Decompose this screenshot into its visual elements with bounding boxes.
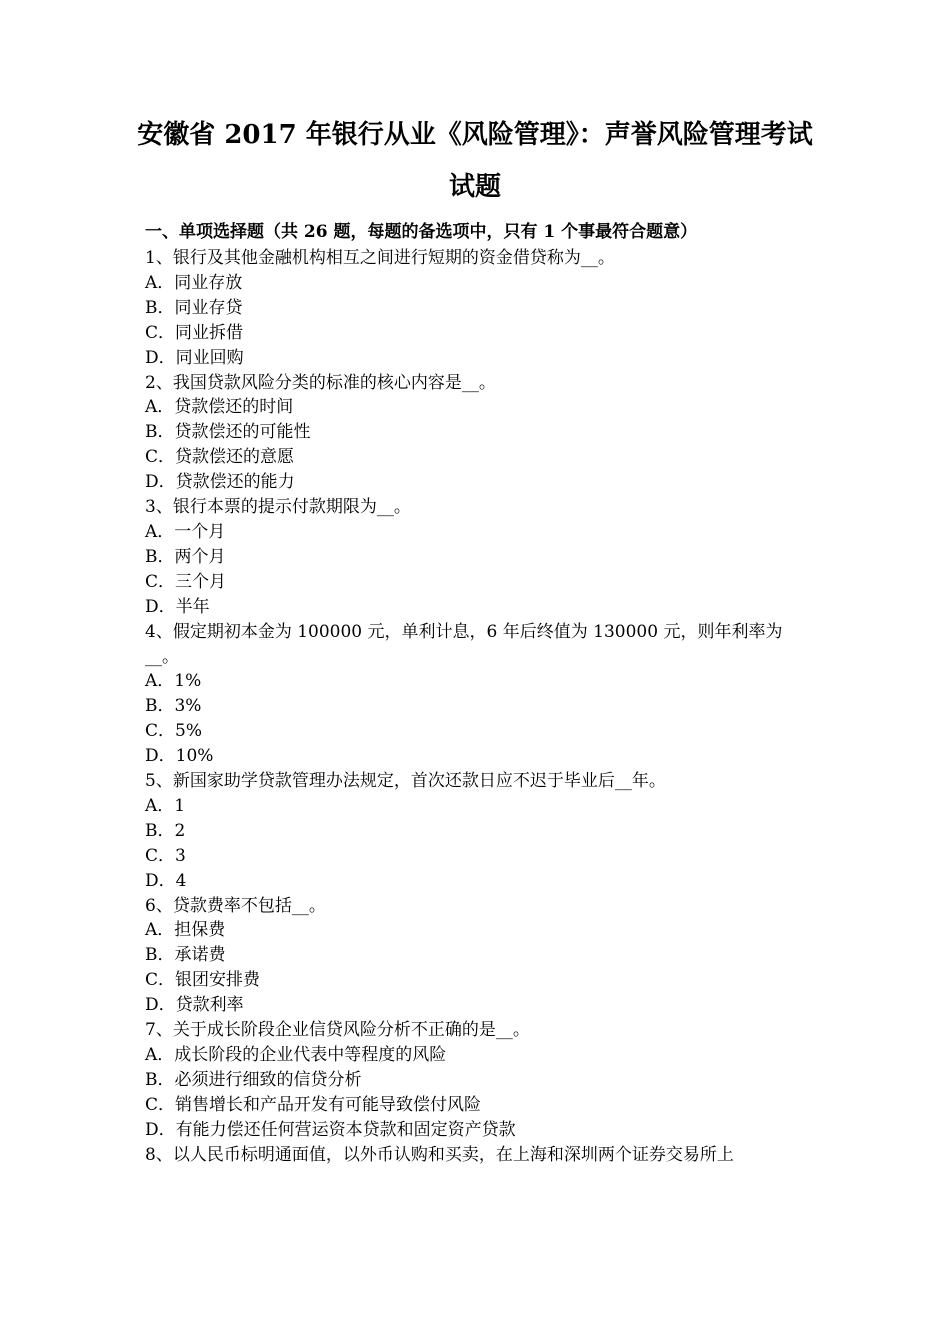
answer-option: B．3% (145, 696, 202, 717)
answer-option: B．必须进行细致的信贷分析 (145, 1069, 362, 1090)
document-title-line-2: 试题 (448, 172, 501, 202)
answer-option: B．承诺费 (145, 945, 226, 966)
question-stem: 7、关于成长阶段企业信贷风险分析不正确的是__。 (145, 1020, 530, 1041)
answer-option: C．三个月 (145, 571, 227, 592)
answer-option: C．5% (145, 721, 202, 742)
answer-option: A．贷款偿还的时间 (145, 397, 294, 418)
answer-option: A．担保费 (145, 920, 226, 941)
question-stem: 4、假定期初本金为 100000 元，单利计息，6 年后终值为 130000 元，则年利率为__。 (145, 621, 783, 667)
answer-option: A．同业存放 (145, 272, 243, 293)
question-1 (145, 246, 810, 371)
question-5 (145, 769, 810, 894)
answer-option: D．贷款偿还的能力 (145, 472, 295, 493)
answer-option: D．半年 (145, 596, 210, 617)
question-stem: 1、银行及其他金融机构相互之间进行短期的资金借贷称为__。 (145, 248, 615, 268)
answer-option: D．4 (145, 870, 187, 891)
answer-option: B．同业存贷 (145, 297, 243, 318)
question-stem: 5、新国家助学贷款管理办法规定，首次还款日应不迟于毕业后__年。 (145, 771, 666, 792)
question-stem: 3、银行本票的提示付款期限为__。 (145, 497, 411, 518)
question-stem: 6、贷款费率不包括__。 (145, 895, 326, 916)
answer-option: B．两个月 (145, 546, 226, 567)
question-7 (145, 1018, 810, 1143)
answer-option: D．贷款利率 (145, 995, 244, 1016)
answer-option: C．同业拆借 (145, 322, 244, 343)
section-heading: 一、单项选择题（共 26 题，每题的备选项中，只有 1 个事最符合题意） (145, 222, 698, 242)
answer-option: D．同业回购 (145, 347, 244, 368)
answer-option: C．贷款偿还的意愿 (145, 447, 295, 468)
question-8 (145, 1143, 810, 1168)
question-2 (145, 371, 810, 496)
answer-option: C．3 (145, 845, 186, 866)
answer-option: A．1% (145, 671, 202, 692)
document-title-line-1: 安徽省 2017 年银行从业《风险管理》：声誉风险管理考试 (137, 120, 813, 150)
question-stem: 8、以人民币标明通面值，以外币认购和买卖，在上海和深圳两个证券交易所上 (145, 1144, 734, 1165)
answer-option: C．银团安排费 (145, 970, 261, 991)
question-stem: 2、我国贷款风险分类的标准的核心内容是__。 (145, 372, 496, 393)
question-4 (145, 620, 810, 769)
question-3 (145, 495, 810, 620)
answer-option: D．10% (145, 746, 214, 767)
answer-option: C．销售增长和产品开发有可能导致偿付风险 (145, 1094, 482, 1115)
answer-option: A．一个月 (145, 521, 226, 542)
question-list (145, 246, 810, 1168)
answer-option: B．贷款偿还的可能性 (145, 422, 311, 443)
answer-option: B．2 (145, 820, 186, 841)
answer-option: D．有能力偿还任何营运资本贷款和固定资产贷款 (145, 1119, 516, 1140)
answer-option: A．成长阶段的企业代表中等程度的风险 (145, 1045, 447, 1065)
question-6 (145, 894, 810, 1019)
answer-option: A．1 (145, 795, 186, 816)
